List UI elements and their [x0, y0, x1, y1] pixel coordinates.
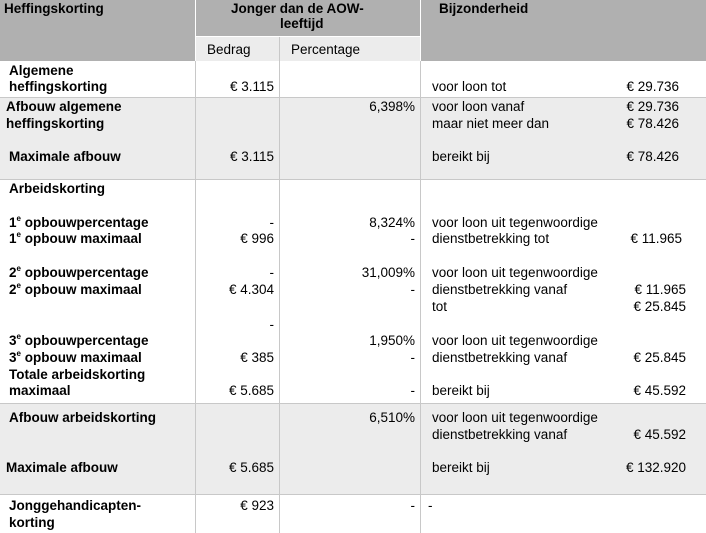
afbouw-arbeid-amount: € 45.592	[633, 427, 686, 442]
algemene-note: voor loon tot	[432, 79, 507, 94]
p1-amount: € 11.965	[630, 231, 682, 246]
p1-dash-bedrag: -	[269, 215, 274, 230]
p3-bedrag: € 385	[240, 350, 274, 365]
p2-note3: tot	[432, 299, 448, 314]
afbouw-arbeid-pct: 6,510%	[369, 410, 415, 425]
afbouw-arbeid-max-bedrag: € 5.685	[228, 460, 274, 475]
afbouw-arbeid-max-label: Maximale afbouw	[6, 460, 118, 475]
subheader-bedrag: Bedrag	[207, 42, 251, 57]
p3-amount: € 25.845	[633, 350, 686, 365]
p3-num: 3	[9, 333, 17, 348]
p1-note1: voor loon uit tegenwoordige	[432, 215, 598, 230]
total-label-1: Totale arbeidskorting	[9, 367, 146, 382]
p2-max-label	[9, 282, 142, 298]
afbouw-arbeid-max-amount: € 132.920	[625, 460, 686, 475]
grid-line	[279, 36, 280, 533]
header-age-line1: Jonger dan de AOW-	[231, 1, 364, 16]
p2-sup: e	[16, 264, 21, 273]
p2-num-b: 2	[9, 282, 17, 297]
afbouw-arbeid-max-note: bereikt bij	[432, 460, 490, 475]
p3-note1: voor loon uit tegenwoordige	[432, 333, 598, 348]
header-band-left	[0, 36, 195, 61]
p2-pct: 31,009%	[361, 265, 415, 280]
afbouw-algemene-pct: 6,398%	[369, 99, 415, 114]
p3-max-text: opbouw maximaal	[20, 350, 142, 365]
p2-max-text: opbouw maximaal	[20, 282, 142, 297]
p3-max-label	[9, 350, 142, 366]
afbouw-algemene-note1-amount: € 29.736	[626, 99, 679, 114]
p1-note2: dienstbetrekking tot	[432, 231, 550, 246]
afbouw-algemene-note1: voor loon vanaf	[432, 99, 525, 114]
p2-num: 2	[9, 265, 17, 280]
total-bedrag: € 5.685	[228, 383, 274, 398]
total-label-2: maximaal	[9, 383, 71, 398]
p3-dash-bedrag: -	[269, 317, 274, 332]
p1-bedrag: € 996	[240, 231, 274, 246]
p2-amount2: € 25.845	[633, 299, 686, 314]
afbouw-algemene-label-1: Afbouw algemene	[6, 99, 122, 114]
total-dash-pct: -	[410, 383, 415, 398]
grid-line	[420, 61, 421, 533]
p1-pct-label	[9, 215, 148, 231]
header-heffingskorting: Heffingskorting	[4, 1, 104, 16]
algemene-label-2: heffingskorting	[9, 79, 108, 94]
afbouw-algemene-note2-amount: € 78.426	[626, 116, 679, 131]
grid-line	[195, 61, 196, 533]
header-bijzonderheid: Bijzonderheid	[439, 1, 529, 16]
p1-sup-b: e	[16, 230, 21, 239]
afbouw-algemene-max-note: bereikt bij	[432, 149, 490, 164]
p3-dash-pct: -	[410, 350, 415, 365]
jong-dash-note: -	[428, 498, 433, 513]
p1-num-b: 1	[9, 231, 17, 246]
header-band-right	[421, 36, 706, 61]
p3-num-b: 3	[9, 350, 17, 365]
afbouw-algemene-max-bedrag: € 3.115	[229, 149, 274, 164]
grid-line	[0, 97, 706, 98]
p1-max-label	[9, 231, 142, 247]
afbouw-arbeid-note1: voor loon uit tegenwoordige	[432, 410, 598, 425]
header-age-line2: leeftijd	[280, 16, 324, 31]
grid-line	[195, 36, 421, 37]
afbouw-algemene-max-amount: € 78.426	[626, 149, 679, 164]
afbouw-algemene-label-2: heffingskorting	[6, 116, 105, 131]
jong-label-1: Jonggehandicapten-	[9, 498, 142, 513]
grid-line	[0, 179, 706, 180]
subheader-percentage: Percentage	[291, 42, 361, 57]
p2-dash-pct: -	[410, 282, 415, 297]
jong-dash-pct: -	[410, 498, 415, 513]
algemene-label-1: Algemene	[9, 63, 74, 78]
afbouw-arbeid-note2: dienstbetrekking vanaf	[432, 427, 568, 442]
total-amount: € 45.592	[633, 383, 686, 398]
afbouw-arbeid-label: Afbouw arbeidskorting	[9, 410, 157, 425]
arbeidskorting-title: Arbeidskorting	[9, 181, 106, 196]
p3-pct-text: opbouwpercentage	[20, 333, 149, 348]
p1-dash-pct: -	[410, 231, 415, 246]
algemene-note-amount: € 29.736	[626, 79, 679, 94]
p3-note2: dienstbetrekking vanaf	[432, 350, 568, 365]
p2-sup-b: e	[16, 281, 21, 290]
jong-bedrag: € 923	[240, 498, 274, 513]
p2-pct-text: opbouwpercentage	[20, 265, 149, 280]
p1-pct-text: opbouwpercentage	[20, 215, 149, 230]
p2-pct-label	[9, 265, 148, 281]
afbouw-algemene-max-label: Maximale afbouw	[9, 149, 121, 164]
p2-amount1: € 11.965	[634, 282, 686, 297]
p2-bedrag: € 4.304	[228, 282, 274, 297]
total-note: bereikt bij	[432, 383, 490, 398]
grid-line	[0, 494, 706, 495]
p3-sup-b: e	[16, 349, 21, 358]
p1-pct: 8,324%	[369, 215, 415, 230]
p3-sup: e	[16, 332, 21, 341]
grid-line	[0, 403, 706, 404]
p1-sup: e	[16, 214, 21, 223]
p2-note1: voor loon uit tegenwoordige	[432, 265, 598, 280]
p2-dash-bedrag: -	[269, 265, 274, 280]
afbouw-algemene-note2: maar niet meer dan	[432, 116, 550, 131]
p3-pct-label	[9, 333, 148, 349]
jong-label-2: korting	[9, 515, 55, 530]
algemene-bedrag: € 3.115	[229, 79, 274, 94]
p3-pct: 1,950%	[369, 333, 415, 348]
p2-note2: dienstbetrekking vanaf	[432, 282, 568, 297]
p1-num: 1	[9, 215, 17, 230]
p1-max-text: opbouw maximaal	[20, 231, 142, 246]
